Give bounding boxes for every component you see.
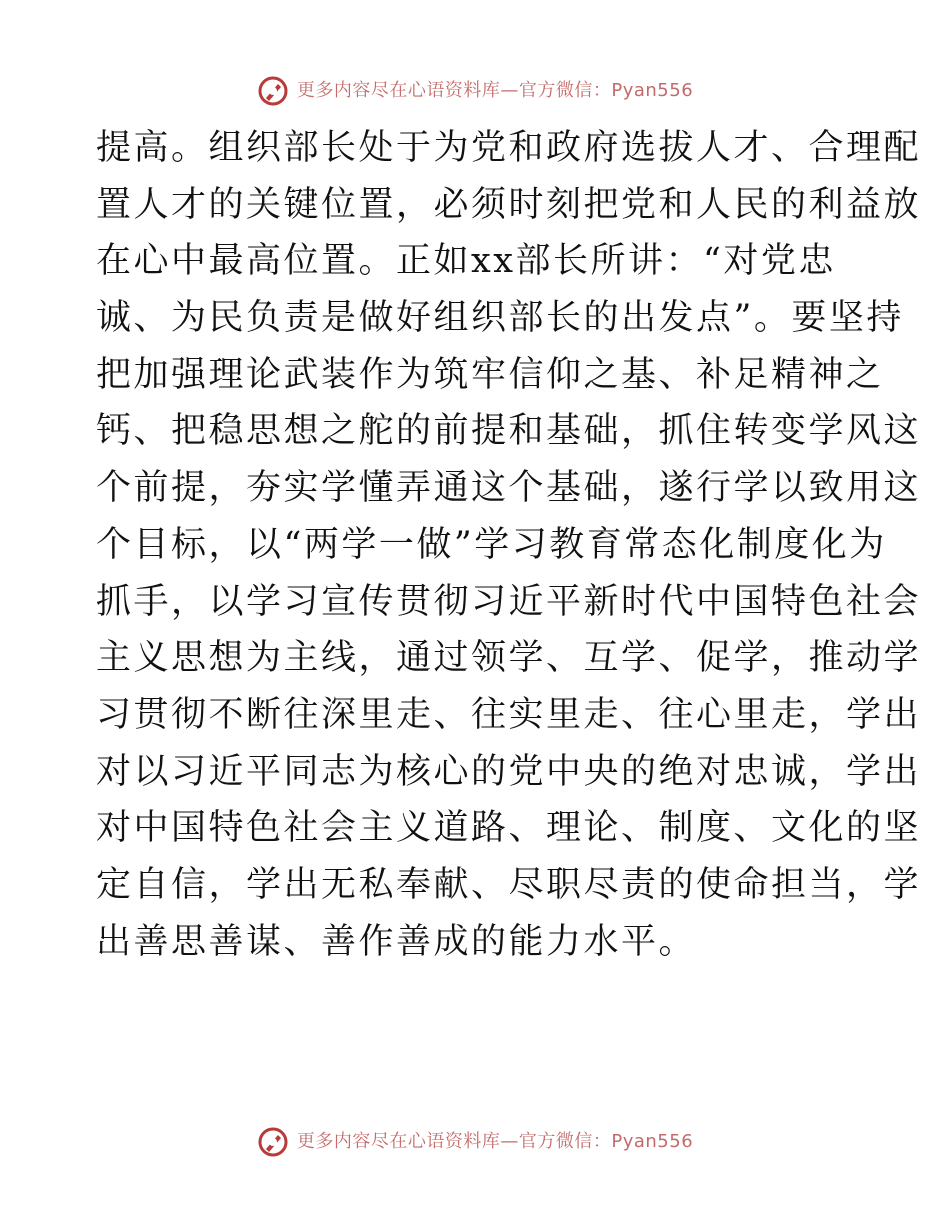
red-pen-circle-logo-icon [257, 1126, 289, 1158]
text-line: 把加强理论武装作为筑牢信仰之基、补足精神之 [96, 354, 884, 395]
text-line: 对以习近平同志为核心的党中央的绝对忠诚，学出 [96, 751, 922, 792]
watermark-text: 更多内容尽在心语资料库—官方微信：Pyan556 [296, 80, 694, 101]
text-line: 抓手，以学习宣传贯彻习近平新时代中国特色社会 [96, 581, 922, 622]
text-line: 出善思善谋、善作善成的能力水平。 [96, 921, 697, 962]
footer-watermark [0, 1126, 950, 1158]
text-line: 定自信，学出无私奉献、尽职尽责的使命担当，学 [96, 864, 922, 905]
text-line: 个目标，以“两学一做”学习教育常态化制度化为 [96, 524, 887, 565]
header-watermark [0, 75, 950, 107]
document-body [96, 120, 922, 970]
text-line: 诚、为民负责是做好组织部长的出发点”。要坚持 [96, 298, 904, 339]
text-line: 对中国特色社会主义道路、理论、制度、文化的坚 [96, 808, 922, 849]
text-line: 置人才的关键位置，必须时刻把党和人民的利益放 [96, 184, 922, 225]
text-line: 钙、把稳思想之舵的前提和基础，抓住转变学风这 [96, 411, 922, 452]
text-line: 习贯彻不断往深里走、往实里走、往心里走，学出 [96, 694, 922, 735]
watermark-text: 更多内容尽在心语资料库—官方微信：Pyan556 [296, 1131, 694, 1152]
text-line: 在心中最高位置。正如xx部长所讲：“对党忠 [96, 241, 836, 282]
red-pen-circle-logo-icon [257, 75, 289, 107]
text-line: 个前提，夯实学懂弄通这个基础，遂行学以致用这 [96, 468, 922, 509]
text-line: 提高。组织部长处于为党和政府选拔人才、合理配 [96, 128, 922, 168]
text-line: 主义思想为主线，通过领学、互学、促学，推动学 [96, 638, 922, 679]
